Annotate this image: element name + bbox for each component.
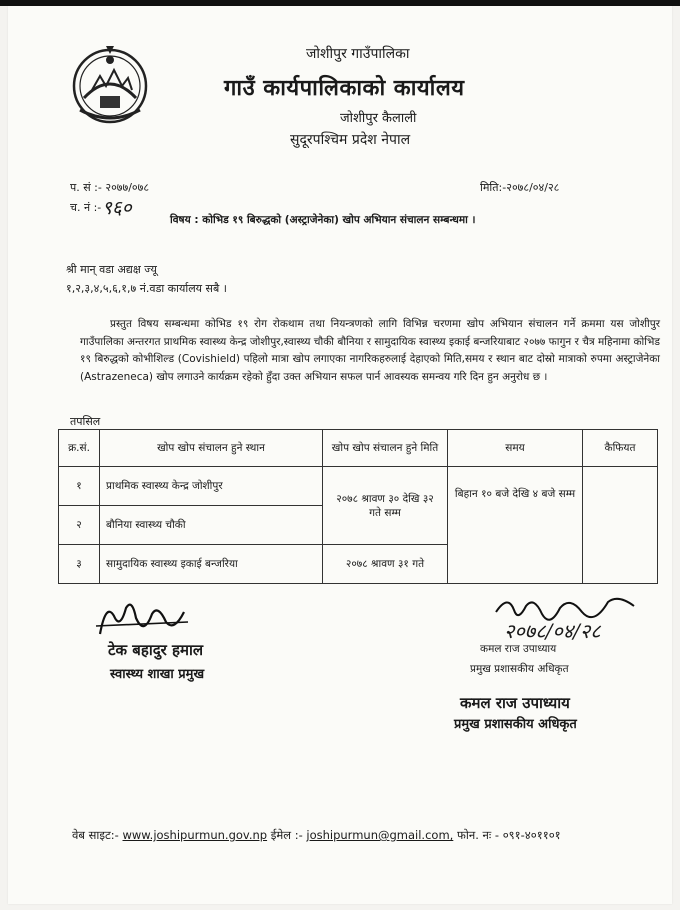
letter-reference-number: प. सं :- २०७७/०७८ — [70, 181, 150, 194]
right-stamp-title: प्रमुख प्रशासकीय अधिकृत — [454, 717, 577, 732]
municipality-name: जोशीपुर गाउँपालिका — [306, 46, 410, 62]
left-signatory-name: टेक बहादुर हमाल — [108, 641, 204, 659]
header-time: समय — [448, 430, 583, 467]
province-name: सुदूरपश्चिम प्रदेश नेपाल — [290, 132, 411, 148]
right-signatory-name: कमल राज उपाध्याय — [480, 643, 557, 655]
addressee-line-1: श्री मान् वडा अद्यक्ष ज्यू — [66, 263, 157, 276]
office-location: जोशीपुर कैलाली — [340, 111, 417, 126]
municipality-emblem-icon — [70, 40, 150, 130]
footer-web-label: वेब साइट:- — [72, 828, 119, 842]
row-date-shared: २०७८ श्रावण ३० देखि ३२ गते सम्म — [323, 467, 448, 545]
header-serial: क्र.सं. — [59, 430, 100, 467]
row-serial: २ — [59, 506, 100, 545]
right-signature-date: २०७८/०४/२८ — [504, 619, 601, 643]
right-stamp-name: कमल राज उपाध्याय — [460, 694, 570, 712]
letter-body-paragraph: प्रस्तुत विषय सम्बन्धमा कोभिड १९ रोग रोकथाम तथा नियन्त्रणको लागि विभिन्न चरणमा खोप अभियान संचालन गर्ने क्रममा यस जोशीपुर गाउँपालिका अन्तरगत प्राथमिक स्वास्थ्य केन्द्र जोशीपुर,स्वास्थ्य चौकी बौनिया र सामुदायिक स्वास्थ्य इकाई बन्जरियाबाट २०७७ फागुन र चैत्र महिनामा कोभिड १९ बिरुद्धको कोभीशिल्ड (Covishield) पहिलो मात्रा खोप लगाएका नागरिकहरुलाई देहाएको मिति,समय र स्थान बाट दोस्रो मात्राको रुपमा अस्ट्राजेनेका (Astrazeneca) खोप लगाउने कार्यक्रम रहेको हुँदा उक्त अभियान सफल पार्न आवस्यक समन्वय गरि दिन हुन अनुरोध छ । — [80, 318, 660, 383]
letter-subject: विषय : कोभिड १९ बिरुद्धको (अस्ट्राजेनेका) खोप अभियान संचालन सम्बन्धमा । — [170, 214, 476, 226]
table-header-row — [59, 430, 658, 467]
footer-phone-label: फोन. नः - — [456, 828, 500, 842]
footer-email-label: ईमेल :- — [270, 828, 303, 842]
addressee-line-2: १,२,३,४,५,६,१,७ नं.वडा कार्यालय सबै । — [66, 282, 227, 295]
footer-phone-number: ०९१-४०११०१ — [502, 828, 561, 842]
dispatch-number-label: च. नं :- — [70, 201, 102, 214]
office-title: गाउँ कार्यपालिकाको कार्यालय — [224, 76, 465, 101]
letter-date: मिति:-२०७८/०४/२८ — [480, 181, 560, 194]
right-signatory-title: प्रमुख प्रशासकीय अधिकृत — [470, 663, 569, 675]
row-serial: १ — [59, 467, 100, 506]
table-row — [59, 467, 658, 506]
header-place: खोप खोप संचालन हुने स्थान — [100, 430, 323, 467]
letter-body — [80, 316, 660, 386]
row-serial: ३ — [59, 545, 100, 584]
dispatch-number-handwritten: ९६० — [102, 197, 132, 219]
row-place: सामुदायिक स्वास्थ्य इकाई बन्जरिया — [100, 545, 323, 584]
table-caption: तपसिल — [70, 415, 101, 428]
footer-email-link[interactable]: joshipurmun@gmail.com, — [306, 828, 454, 842]
row-remarks — [583, 467, 658, 584]
left-signature-scribble-icon — [92, 596, 192, 646]
row-date: २०७८ श्रावण ३१ गते — [323, 545, 448, 584]
header-remarks: कैफियत — [583, 430, 658, 467]
footer — [72, 828, 561, 843]
footer-website-link[interactable]: www.joshipurmun.gov.np — [122, 828, 268, 842]
row-time: बिहान १० बजे देखि ४ बजे सम्म — [448, 467, 583, 584]
header-date: खोप खोप संचालन हुने मिति — [323, 430, 448, 467]
row-place: बौनिया स्वास्थ्य चौकी — [100, 506, 323, 545]
left-signatory-title: स्वास्थ्य शाखा प्रमुख — [110, 667, 205, 682]
row-place: प्राथमिक स्वास्थ्य केन्द्र जोशीपुर — [100, 467, 323, 506]
vaccination-schedule-table — [58, 429, 658, 584]
